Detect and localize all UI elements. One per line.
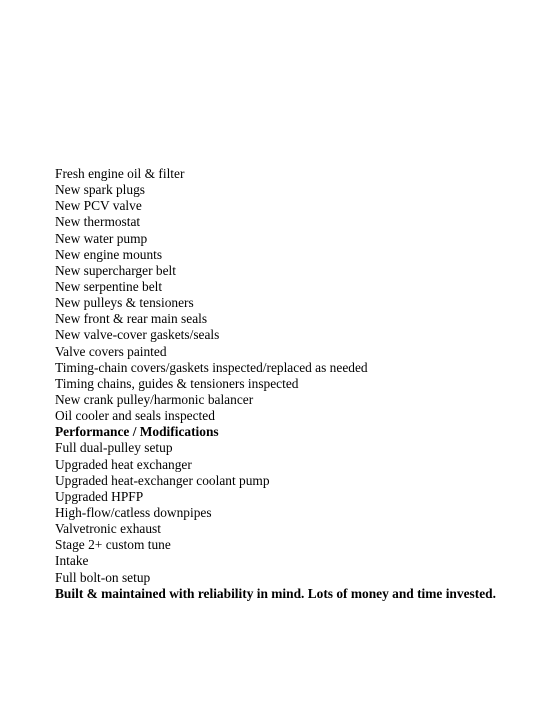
document-heading-line: Built & maintained with reliability in mind. Lots of money and time invested. xyxy=(55,585,496,601)
document-text-line: Upgraded HPFP xyxy=(55,488,144,504)
document-text-line: New supercharger belt xyxy=(55,262,176,278)
document-text-line: Oil cooler and seals inspected xyxy=(55,408,215,424)
document-text-line: New front & rear main seals xyxy=(55,311,208,327)
document-text-line: New valve-cover gaskets/seals xyxy=(55,327,220,343)
document-text-line: New PCV valve xyxy=(55,198,142,214)
document-heading-line: Performance / Modifications xyxy=(55,424,219,440)
document-text-line: Fresh engine oil & filter xyxy=(55,166,185,181)
document-text-line: New crank pulley/harmonic balancer xyxy=(55,391,254,407)
document-text-line: Stage 2+ custom tune xyxy=(55,537,171,553)
document-text-line: Full dual-pulley setup xyxy=(55,440,173,456)
document-text-line: Full bolt-on setup xyxy=(55,569,151,585)
document-text-block xyxy=(55,166,535,602)
document-text-line: Timing-chain covers/gaskets inspected/replaced as needed xyxy=(55,359,368,375)
document-text-line: Upgraded heat exchanger xyxy=(55,456,192,472)
document-text-line: New serpentine belt xyxy=(55,278,163,294)
document-text-line: Intake xyxy=(55,553,89,569)
document-text-line: New thermostat xyxy=(55,214,141,230)
document-text-line: New engine mounts xyxy=(55,246,163,262)
document-text-line: Valve covers painted xyxy=(55,343,167,359)
document-text-line: Valvetronic exhaust xyxy=(55,521,161,537)
document-text-line: New pulleys & tensioners xyxy=(55,295,194,311)
document-text-line: Timing chains, guides & tensioners inspected xyxy=(55,375,299,391)
document-text-line: High-flow/catless downpipes xyxy=(55,504,212,520)
document-text-line: Upgraded heat-exchanger coolant pump xyxy=(55,472,270,488)
document-text-line: New spark plugs xyxy=(55,182,146,198)
document-text-line: New water pump xyxy=(55,230,148,246)
